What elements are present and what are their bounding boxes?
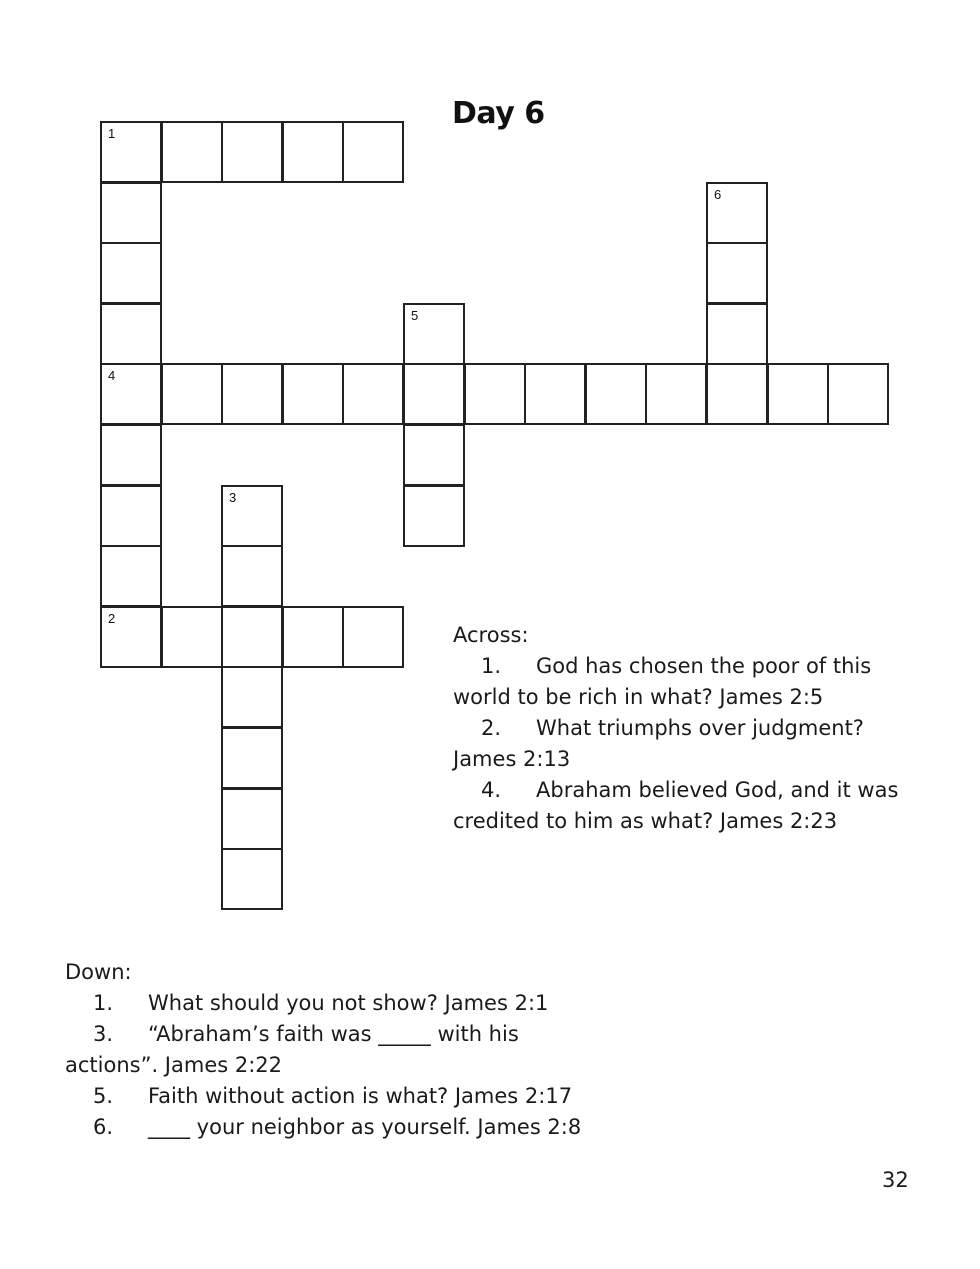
crossword-cell[interactable] — [221, 606, 283, 668]
crossword-cell[interactable] — [342, 363, 404, 425]
down-clues — [65, 957, 585, 1143]
across-clue — [453, 775, 903, 806]
crossword-cell[interactable] — [282, 606, 344, 668]
clue-text: Faith without action is what? James 2:17 — [148, 1084, 573, 1108]
crossword-cell[interactable] — [403, 363, 465, 425]
crossword-cell[interactable] — [221, 666, 283, 728]
crossword-cell[interactable] — [282, 121, 344, 183]
crossword-cell[interactable] — [100, 242, 162, 304]
across-clue — [453, 713, 903, 744]
crossword-cell[interactable] — [100, 606, 162, 668]
crossword-cell[interactable] — [645, 363, 707, 425]
clue-number: 4 — [108, 368, 116, 383]
crossword-cell[interactable] — [100, 424, 162, 486]
crossword-cell[interactable] — [221, 485, 283, 547]
crossword-cell[interactable] — [161, 606, 223, 668]
crossword-cell[interactable] — [100, 182, 162, 244]
crossword-cell[interactable] — [100, 303, 162, 365]
crossword-cell[interactable] — [342, 121, 404, 183]
clue-number: 5 — [411, 308, 419, 323]
clue-text: ____ your neighbor as yourself. James 2:8 — [148, 1115, 582, 1139]
down-clue — [65, 988, 585, 1019]
clue-text: What should you not show? James 2:1 — [148, 991, 549, 1015]
down-clue — [65, 1081, 585, 1112]
clue-text: God has chosen the poor of this — [536, 654, 872, 678]
crossword-cell[interactable] — [403, 485, 465, 547]
across-clues — [453, 620, 903, 837]
clue-text-continued: credited to him as what? James 2:23 — [453, 809, 838, 833]
across-clue — [453, 651, 903, 682]
clue-num: 6. — [93, 1115, 114, 1139]
page-number: 32 — [882, 1168, 909, 1192]
crossword-cell[interactable] — [767, 363, 829, 425]
crossword-cell[interactable] — [706, 363, 768, 425]
crossword-cell[interactable] — [221, 848, 283, 910]
clue-text: Abraham believed God, and it was — [536, 778, 899, 802]
crossword-cell[interactable] — [161, 121, 223, 183]
crossword-cell[interactable] — [585, 363, 647, 425]
clue-num: 1. — [481, 654, 502, 678]
crossword-cell[interactable] — [221, 788, 283, 850]
crossword-cell[interactable] — [706, 242, 768, 304]
clue-num: 1. — [93, 991, 114, 1015]
crossword-cell[interactable] — [403, 303, 465, 365]
clue-number: 2 — [108, 611, 116, 626]
across-heading: Across: — [453, 623, 529, 647]
crossword-cell[interactable] — [221, 545, 283, 607]
clue-text: “Abraham’s faith was _____ with his — [148, 1022, 519, 1046]
crossword-cell[interactable] — [100, 485, 162, 547]
crossword-cell[interactable] — [221, 727, 283, 789]
down-clue — [65, 1019, 585, 1050]
clue-num: 5. — [93, 1084, 114, 1108]
crossword-cell[interactable] — [403, 424, 465, 486]
crossword-cell[interactable] — [827, 363, 889, 425]
crossword-cell[interactable] — [100, 363, 162, 425]
crossword-cell[interactable] — [342, 606, 404, 668]
crossword-cell[interactable] — [161, 363, 223, 425]
crossword-cell[interactable] — [282, 363, 344, 425]
crossword-cell[interactable] — [100, 545, 162, 607]
clue-num: 4. — [481, 778, 502, 802]
crossword-cell[interactable] — [221, 363, 283, 425]
crossword-cell[interactable] — [706, 182, 768, 244]
down-heading: Down: — [65, 960, 132, 984]
down-clue — [65, 1112, 585, 1143]
crossword-cell[interactable] — [100, 121, 162, 183]
crossword-cell[interactable] — [221, 121, 283, 183]
clue-num: 2. — [481, 716, 502, 740]
crossword-cell[interactable] — [464, 363, 526, 425]
clue-number: 1 — [108, 126, 116, 141]
page-title: Day 6 — [452, 96, 545, 131]
clue-text-continued: James 2:13 — [453, 747, 571, 771]
crossword-cell[interactable] — [524, 363, 586, 425]
clue-number: 6 — [714, 187, 722, 202]
clue-text: What triumphs over judgment? — [536, 716, 864, 740]
clue-num: 3. — [93, 1022, 114, 1046]
clue-text-continued: world to be rich in what? James 2:5 — [453, 685, 824, 709]
clue-text-continued: actions”. James 2:22 — [65, 1053, 283, 1077]
clue-number: 3 — [229, 490, 237, 505]
crossword-cell[interactable] — [706, 303, 768, 365]
